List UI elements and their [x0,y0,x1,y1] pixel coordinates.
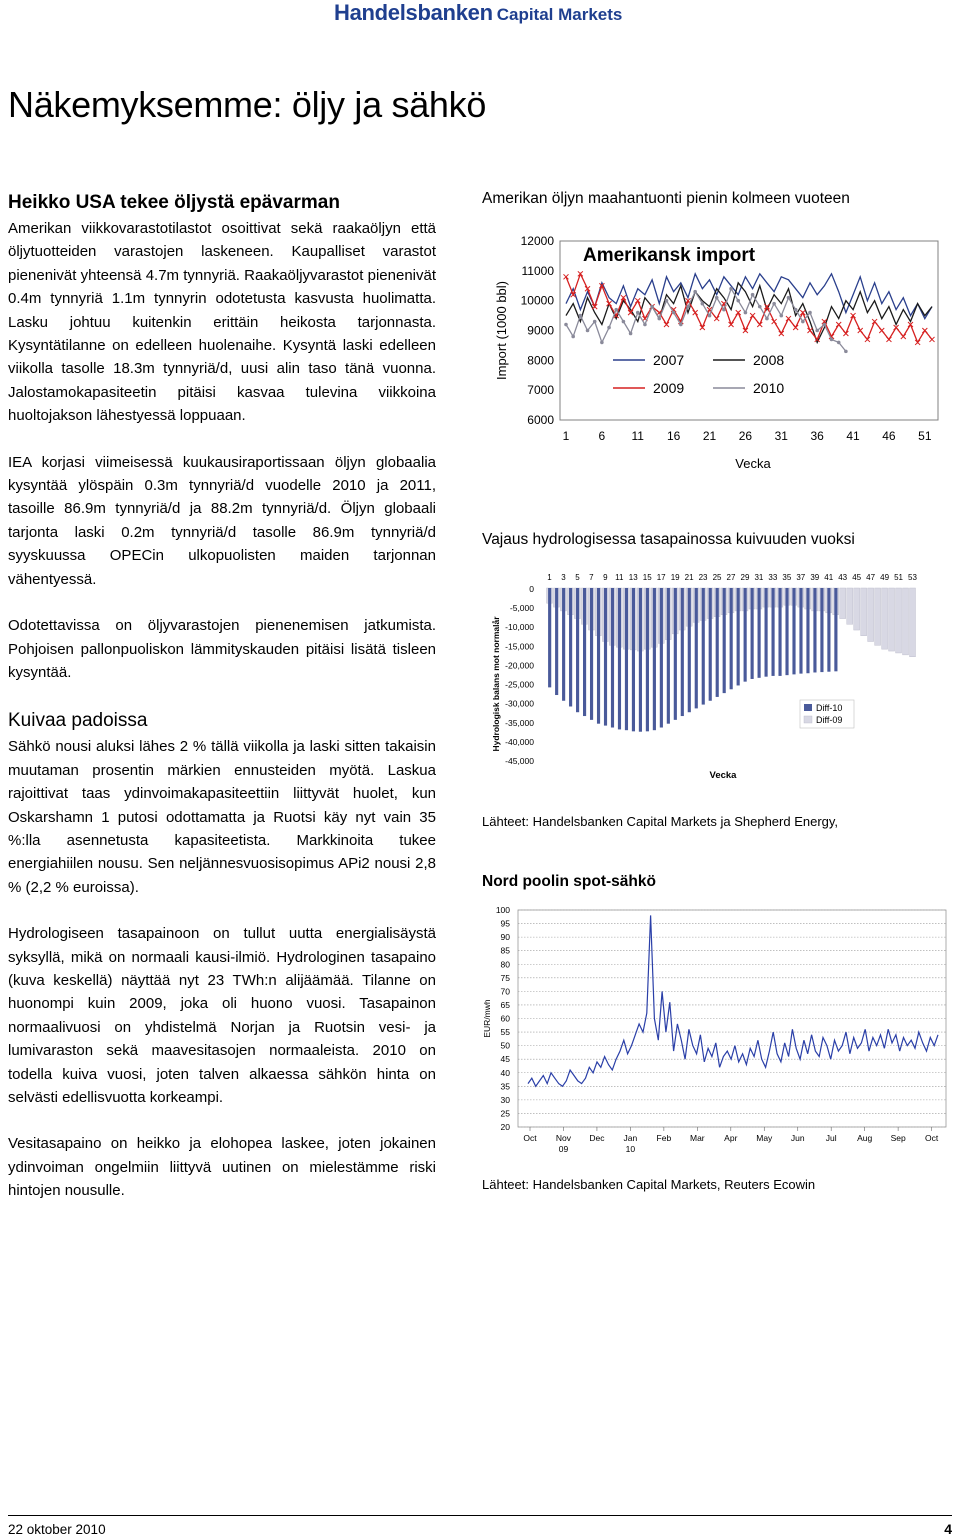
bar-diff-10 [555,588,558,695]
point-2010 [815,329,819,333]
x-tick-label: Nov [555,1133,572,1143]
left-column [8,192,436,1203]
y-tick-label: -15,000 [505,641,534,652]
y-tick-label: -10,000 [505,622,534,633]
x-tick-label: 26 [738,429,753,443]
y-tick-label: 95 [500,918,510,929]
point-2010 [794,308,798,312]
y-tick-label: 35 [500,1081,510,1092]
y-tick-label: 0 [529,584,534,594]
x-tick-label: Jul [825,1133,837,1143]
x-tick-label: 23 [698,573,708,582]
bar-diff-10 [576,588,579,712]
legend-label: 2009 [653,380,685,396]
point-2010 [650,305,654,309]
bar-diff-09 [861,588,867,636]
bar-diff-10 [765,588,768,677]
y-tick-label: 40 [500,1067,510,1078]
bar-diff-09 [889,588,895,651]
y-tick-label: 55 [500,1027,510,1038]
y-tick-label: 80 [500,959,510,970]
point-2010 [693,290,697,294]
point-2010 [837,341,841,345]
bar-diff-09 [840,588,846,619]
x-tick-label: 7 [589,573,594,582]
y-tick-label: 75 [500,972,510,983]
point-2010 [600,341,604,345]
x-axis-label: Vecka [735,456,771,471]
x-tick-label: Mar [690,1133,705,1143]
legend-label: 2008 [753,352,785,368]
point-2010 [844,350,848,354]
bar-diff-10 [834,588,837,671]
x-tick-year: 10 [625,1144,636,1154]
x-tick-label: 45 [852,573,862,582]
x-tick-label: Apr [724,1133,738,1143]
point-2010 [665,299,669,303]
y-tick-label: -35,000 [505,717,534,728]
bar-diff-10 [771,588,774,676]
point-2010 [758,305,762,309]
paragraph-oil-2: IEA korjasi viimeisessä kuukausiraportissaan öljyn globaalia kysyntää ylöspäin 0.3m tynnyriä/d vuodelle 2010 ja 2011, tasoille 86.9m tynnyriä/d ja 88.2m tynnyriä/d. Öljyn globaali tarjonta laski 0.2m tynnyriä/d tasolle 86.9m tynnyriä/d syyskuussa OPECin ulkopuolisten maiden tarjonnan vähentyessä. [8,453,436,588]
point-2010 [607,326,611,330]
bar-diff-10 [597,588,600,724]
point-2010 [751,293,755,297]
x-tick-label: 35 [782,573,792,582]
bar-diff-10 [625,588,628,730]
x-tick-year: 09 [558,1144,569,1154]
x-tick-label: Oct [523,1133,537,1143]
point-2010 [744,311,748,315]
x-tick-label: Dec [589,1133,605,1143]
point-2010 [729,287,733,291]
point-2010 [715,296,719,300]
x-tick-label: Jun [790,1133,805,1143]
y-tick-label: 12000 [520,234,554,248]
legend-label: Diff-10 [816,703,843,713]
point-2010 [657,317,661,321]
x-tick-label: 21 [684,573,694,582]
y-tick-label: 70 [500,986,510,997]
point-2010 [586,329,590,333]
x-tick-label: 1 [562,429,570,443]
point-2010 [622,320,626,324]
bar-diff-10 [604,588,607,726]
x-tick-label: 43 [838,573,848,582]
point-2010 [701,302,705,306]
point-2010 [579,314,583,318]
bar-diff-10 [785,588,788,675]
x-tick-label: 3 [561,573,566,582]
x-tick-label: 37 [796,573,806,582]
bar-diff-10 [548,588,551,687]
bar-diff-10 [778,588,781,676]
x-tick-label: 41 [846,429,860,443]
y-tick-label: 20 [500,1122,510,1132]
x-tick-label: 47 [866,573,876,582]
point-2010 [636,311,640,315]
y-tick-label: -30,000 [505,698,534,709]
point-2010 [787,296,791,300]
bar-diff-10 [820,588,823,672]
x-tick-label: 25 [712,573,722,582]
point-2010 [571,335,575,339]
bar-diff-10 [590,588,593,720]
bar-diff-10 [744,588,747,682]
x-tick-label: 31 [774,429,788,443]
legend-label: 2007 [653,352,685,368]
y-tick-label: 6000 [527,413,554,427]
y-tick-label: 25 [500,1108,510,1119]
bar-diff-10 [618,588,621,729]
y-tick-label: 9000 [527,323,554,338]
bar-diff-10 [667,588,670,724]
x-tick-label: Oct [924,1133,939,1143]
bar-diff-09 [882,588,888,649]
paragraph-oil-3: Odotettavissa on öljyvarastojen pienenemisen jatkumista. Pohjoisen pallonpuoliskon lämmityskauden pitäisi lisätä tisleen kysyntää. [8,617,436,681]
x-tick-label: 51 [894,573,904,582]
point-2010 [629,332,633,336]
bar-diff-10 [792,588,795,674]
bar-diff-10 [702,588,705,705]
point-2010 [830,338,834,342]
point-2010 [808,311,812,315]
chart-title: Amerikansk import [583,245,756,266]
point-2010 [679,323,683,327]
x-tick-label: 21 [702,429,717,443]
bar-diff-10 [813,588,816,672]
bar-diff-10 [583,588,586,716]
bar-diff-10 [709,588,712,701]
bar-diff-10 [730,588,733,689]
bar-diff-10 [806,588,809,673]
x-tick-label: Aug [857,1133,873,1143]
bar-diff-09 [875,588,881,645]
y-tick-label: -5,000 [509,603,534,614]
y-tick-label: -40,000 [505,736,534,747]
y-tick-label: -25,000 [505,679,534,690]
x-tick-label: 6 [598,429,606,443]
paragraph-power-2: Hydrologiseen tasapainoon on tullut uutta energialisäystä syksyllä, mikä on normaali kausi-ilmiö. Hydrologinen tasapaino (kuva keskellä) näyttää nyt 23 TWh:n alijäämää. Tilanne on huonompi kuin 2009, joka oli huono vuosi. Tasapainon normaalivuosi on yhdistelmä Norjan ja Ruotsin vesi- ja lumivaraston sekä maavesitasojen normaaleista. 2010 on todella kuiva vuosi, joten talven alkaessa sähkön hinta on selvästi edellisvuotta korkeampi. [8,925,436,1106]
x-tick-label: 36 [810,429,824,443]
y-tick-label: 11000 [521,263,554,278]
point-2010 [801,320,805,324]
y-tick-label: 8000 [527,353,554,368]
hydro-balance-chart [488,566,928,786]
bar-diff-10 [716,588,719,697]
bar-diff-10 [653,588,656,730]
y-tick-label: 30 [500,1094,510,1105]
logo-sub: Capital Markets [496,5,623,24]
x-tick-label: 17 [656,573,666,582]
paragraph-power-1: Sähkö nousi aluksi lähes 2 % tällä viikolla ja laski sitten takaisin muutaman prosentin märkien ennusteiden myötä. Laskua rajoittivat taas ydinvoimakapasiteettiin liittyvät huolet, kun Oskarshamn 1 putosi odottamatta ja Ruotsi käy nyt vain 35 %:lla asennetusta kapasiteetista. Markkinoita tukee energiahiilen nousu. Sen neljännesvuosisopimus APi2 nousi 2,8 % (2,2 % euroissa). [8,738,436,896]
x-tick-label: 51 [918,429,932,443]
bar-diff-10 [632,588,635,731]
point-2010 [708,314,712,318]
x-tick-label: 1 [547,573,552,582]
y-tick-label: 50 [500,1040,510,1051]
bar-diff-10 [688,588,691,712]
chart1-caption: Amerikan öljyn maahantuonti pienin kolmeen vuoteen [482,190,850,207]
y-axis-label: EUR/mwh [482,999,492,1038]
x-tick-label: 9 [603,573,608,582]
bar-diff-09 [854,588,860,630]
x-axis-label: Vecka [709,770,737,781]
y-tick-label: 60 [500,1013,510,1024]
x-tick-label: 16 [666,429,681,443]
x-tick-label: 19 [670,573,680,582]
y-tick-label: 45 [500,1054,510,1065]
x-tick-label: 27 [726,573,736,582]
legend-label: Diff-09 [816,715,843,725]
y-tick-label: 90 [500,932,510,943]
y-tick-label: 7000 [527,383,554,398]
bar-diff-09 [896,588,902,653]
bar-diff-10 [751,588,754,679]
point-2010 [614,308,618,312]
x-tick-label: 41 [824,573,834,582]
x-tick-label: 29 [740,573,750,582]
y-tick-label: 85 [500,945,510,956]
x-tick-label: 11 [615,573,624,582]
import-chart [488,225,948,475]
bar-diff-10 [737,588,740,685]
bar-diff-10 [660,588,663,728]
point-2010 [765,317,769,321]
y-axis-label: Import (1000 bbl) [494,281,509,380]
footer-rule [8,1515,952,1516]
bar-diff-09 [903,588,909,655]
y-axis-label: Hydrologisk balans mot normalår [491,616,501,752]
bar-diff-10 [827,588,830,672]
bar-diff-10 [799,588,802,674]
bar-diff-09 [868,588,874,642]
bar-diff-09 [847,588,853,624]
bar-diff-10 [695,588,698,708]
source-2: Lähteet: Handelsbanken Capital Markets, Reuters Ecowin [482,1177,816,1192]
point-2010 [564,323,568,327]
bar-diff-09 [910,588,916,657]
bar-diff-10 [569,588,572,706]
point-2010 [736,299,740,303]
y-tick-label: -20,000 [505,660,534,671]
bar-diff-10 [681,588,684,716]
bar-diff-10 [639,588,642,732]
x-tick-label: Feb [656,1133,672,1143]
legend-label: 2010 [753,380,785,396]
chart2-caption: Vajaus hydrologisessa tasapainossa kuivuuden vuoksi [482,531,855,548]
point-2010 [686,305,690,309]
point-2010 [593,320,597,324]
x-tick-label: May [756,1133,773,1143]
bar-diff-10 [674,588,677,720]
chart3-caption: Nord poolin spot-sähkö [482,873,656,890]
source-1: Lähteet: Handelsbanken Capital Markets ja Shepherd Energy, [482,814,839,829]
point-2010 [722,308,726,312]
page-title: Näkemyksemme: öljy ja sähkö [8,84,487,125]
x-tick-label: 11 [631,429,644,443]
y-tick-label: 65 [500,999,510,1010]
x-tick-label: Sep [890,1133,906,1143]
x-tick-label: 15 [642,573,652,582]
point-2010 [772,302,776,306]
x-tick-label: 5 [575,573,580,582]
x-tick-label: 46 [882,429,896,443]
x-tick-label: 33 [768,573,778,582]
legend-swatch-diff-09 [804,716,812,723]
bar-diff-10 [611,588,614,728]
page-number: 4 [944,1521,952,1537]
spot-price-chart [478,900,956,1160]
legend-swatch-diff-10 [804,704,812,711]
x-tick-label: Jan [623,1133,638,1143]
section-title-oil: Heikko USA tekee öljystä epävarman [8,192,340,213]
x-tick-label: 31 [754,573,764,582]
paragraph-power-3: Vesitasapaino on heikko ja elohopea laskee, joten jokainen ydinvoiman ongelmiin liittyvä uutinen on mielestämme riski hintojen nousulle. [8,1135,436,1200]
x-tick-label: 39 [810,573,820,582]
x-tick-label: 53 [908,573,917,582]
bar-diff-10 [758,588,761,678]
point-2010 [672,311,676,315]
section-title-power: Kuivaa padoissa [8,710,148,732]
logo [334,0,634,28]
y-tick-label: 10000 [520,293,554,308]
y-tick-label: 100 [495,905,510,915]
bar-diff-10 [646,588,649,731]
bar-diff-10 [723,588,726,693]
point-2010 [779,314,783,318]
footer-date: 22 oktober 2010 [8,1522,106,1537]
y-tick-label: -45,000 [505,756,534,766]
x-tick-label: 13 [628,573,638,582]
point-2010 [823,323,827,327]
paragraph-oil-1: Amerikan viikkovarastotilastot osoittivat sekä raakaöljyn että öljytuotteiden varastojen laskeneen. Kaupalliset varastot pienenivät yhteensä 4.7m tynnyriä. Raakaöljyvarastot pienenivät 0.4m tynnyriä 1.1m tynnyrin odotetusta kasvusta huolimatta. Lasku johtuu kuitenkin erittäin heikosta tarjonnasta. Kysyntätilanne on edelleen huolenaihe. Kysyntä laski edelleen viikolla tasolle 18.3m tynnyriä/d, uusi alin taso tänä vuonna. Jalostamokapasiteetin pitäisi kasvaa tulevina viikkoina huoltojakson lähestyessä loppuaan. [8,220,436,425]
x-tick-label: 49 [880,573,890,582]
logo-brand: Handelsbanken [334,0,493,25]
point-2010 [643,323,647,327]
bar-diff-10 [562,588,565,701]
